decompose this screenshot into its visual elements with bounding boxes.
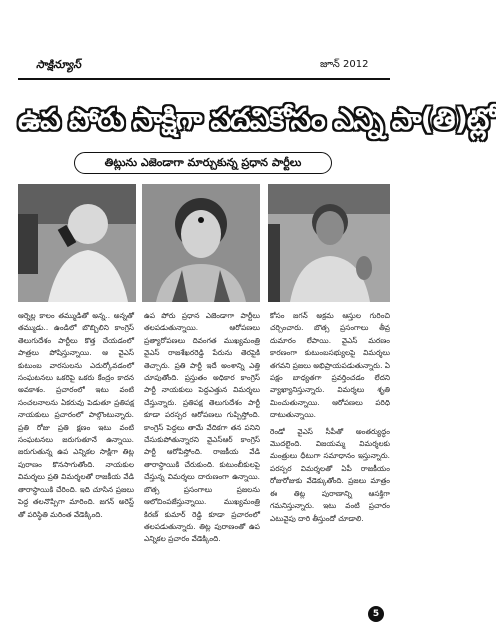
issue-date: జూన్ 2012 [320,59,369,70]
header-rule [18,78,390,80]
man-speaking-photo-icon [268,184,390,302]
masthead [24,16,384,38]
photo-woman-politician [142,184,260,302]
article-text-column-1: ఆర్నెల్ల కాలం తమ్ముడితో అన్న.. అన్నతో తమ్ముడు.. ఉండిలో బొబ్బిలిని కాంగ్రెస్ తెలుగుదేశం పార్టీలు కొత్త చేయడంలో పాత్రలు పోషిస్తున్నాయి. ఆ వైఎస్ కుటుంబ వారసులను ఎదుర్కోవడంలో సంఘటనలు ఒకరిపై ఒకరు కేంద్రం కాదన అవకాశం. ప్రచారంలో ఇటు వంటి సంచలనాలను ఏకరువు పెడుతూ ప్రతిపక్ష నాయకులు ప్రచారంలో పాల్గొంటున్నారు. ప్రతి రోజు ప్రతి క్షణం ఇటు వంటి సంఘటనలు జరుగుతూనే ఉన్నాయి. జరుగుతున్న ఉప ఎన్నికల సాక్షిగా తిట్ల పురాణం కొనసాగుతోంది. నాయకుల విమర్శలు ప్రతి విమర్శలతో రాజకీయ వేడి తారాస్థాయికి చేరింది. ఇది చూసిన ప్రజలు పెద్ద తలనొప్పిగా మారింది. జగన్ అరెస్ట్ తో పరిస్థితి మరింత వేడెక్కింది. [18,311,134,519]
subheadline: తిట్లును ఎజెండాగా మార్చుకున్న ప్రధాన పార్టీలు [74,152,332,174]
politician-with-microphone-photo-icon [18,184,136,302]
article-column-1 [18,310,134,626]
article-text-column-3b: రెండో వైఎస్ సీపీతో అంతర్యుద్ధం మొదలైంది. విజయమ్మ విమర్శలకు మంత్రులు ధీటుగా సమాధానం ఇస్తున్నారు. పరస్పర విమర్శలతో ఏపీ రాజకీయం రోజురోజుకు వేడెక్కుతోంది. ప్రజలు మాత్రం ఈ తిట్ల పురాణాన్ని ఆసక్తిగా గమనిస్తున్నారు. ఇటు వంటి ప్రచారం ఎటువైపు దారి తీస్తుందో చూడాలి. [270,426,390,523]
article-text-column-3a: కోసం జగన్ అక్రమ ఆస్తుల గురించి చర్చించారు. బొత్స ప్రసంగాలు తీవ్ర దుమారం లేపాయి. వైఎస్ మరణం కారణంగా కుటుంబసభ్యులపై విమర్శలు తగవని ప్రజలు అభిప్రాయపడుతున్నారు. ఏ పక్షం బాధ్యతగా ప్రవర్తించడం లేదని వ్యాఖ్యానిస్తున్నారు. విమర్శలు శృతి మించుతున్నాయి. ఆరోపణలు పరిధి దాటుతున్నాయి. [270,311,390,420]
article-text-column-2: ఉప పోరు ప్రధాన ఎజెండాగా పార్టీలు తలపడుతున్నాయి. ఆరోపణలు ప్రత్యారోపణలు దివంగత ముఖ్యమంత్రి వైఎస్ రాజశేఖరరెడ్డి పేరును తెరపైకి తెచ్చారు. ప్రతి పార్టీ ఇదే అంశాన్ని ఎత్తి చూపుతోంది. ప్రస్తుతం అధికార కాంగ్రెస్ పార్టీ నాయకులు పెద్దఎత్తున విమర్శలు చేస్తున్నారు. ప్రతిపక్ష తెలుగుదేశం పార్టీ కూడా పరస్పర ఆరోపణలు గుప్పిస్తోంది. కాంగ్రెస్ పెద్దలు తామే వేదికగా తన పనిని చేసుకుపోతున్నారని వైఎస్ఆర్ కాంగ్రెస్ పార్టీ ఆరోపిస్తోంది. రాజకీయ వేడి తారాస్థాయికి చేరుకుంది. కుటుంబీకులపై చేస్తున్న విమర్శలు దారుణంగా ఉన్నాయి. బొత్స ప్రసంగాలు ప్రజలను ఆలోచింపజేస్తున్నాయి. ముఖ్యమంత్రి కిరణ్ కుమార్ రెడ్డి కూడా ప్రచారంలో తలపడుతున్నారు. తిట్ల పురాణంతో ఉప ఎన్నికల ప్రచారం వేడెక్కింది. [144,311,260,544]
article-column-3 [270,310,390,610]
woman-politician-photo-icon [142,184,260,302]
page-number: 5 [368,606,384,622]
article-column-2 [144,310,260,610]
headline: ఉప పోరు సాక్షిగా పదవికోసం ఎన్ని పా(తి)ట్లో [18,102,496,136]
newspaper-page [18,14,496,626]
photo-politician-with-microphone [18,184,136,302]
publication-name: సాక్షిన్యూస్ [36,58,81,71]
photo-man-speaking [268,184,390,302]
